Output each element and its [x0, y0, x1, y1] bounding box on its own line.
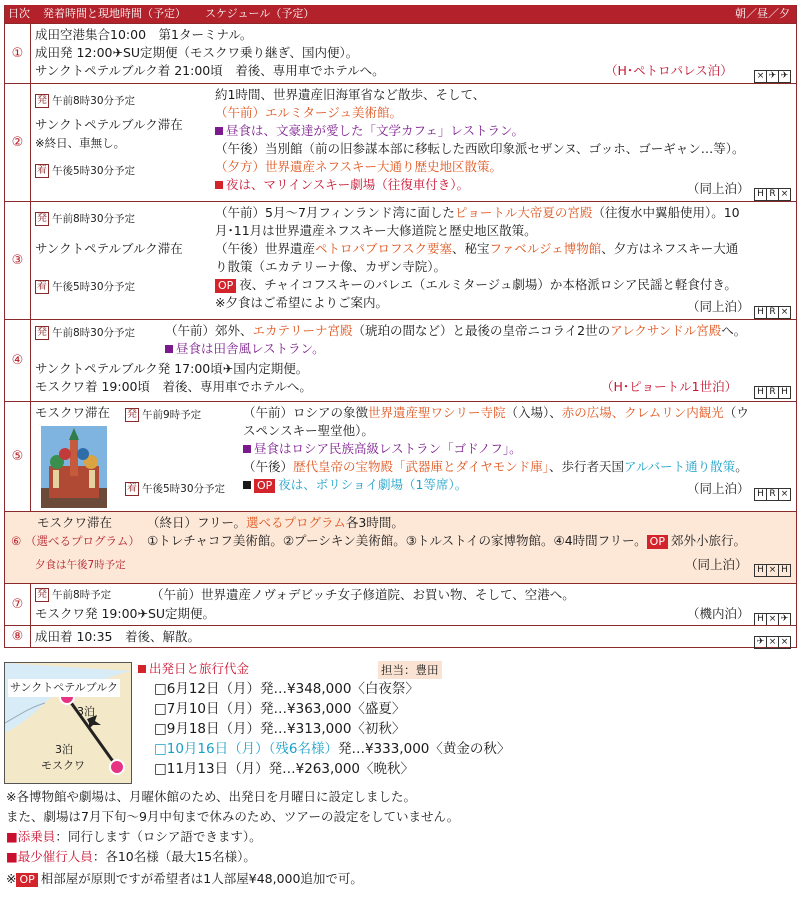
- lunch-line: 昼食は田舎風レストラン。: [165, 340, 325, 358]
- day-number: ③: [5, 202, 31, 319]
- arrival-time: 着 午後5時30分予定: [37, 165, 136, 177]
- op-badge: OP: [254, 479, 275, 493]
- day-row-5: [5, 401, 796, 511]
- op-badge: OP: [16, 873, 37, 887]
- day-row-6: [5, 511, 796, 583]
- schedule-line: 成田発 12:00✈SU定期便（モスクワ乗り継ぎ、国内便）。: [35, 45, 359, 60]
- note-line: ※ OP 相部屋が原則ですが希望者は1人部屋¥48,000追加で可。: [6, 871, 363, 886]
- hotel-label: （H･ピョートル1世泊）: [601, 379, 738, 394]
- hotel-label: （H･ペトロパレス泊）: [605, 63, 733, 78]
- dinner-time: 夕食は午後7時予定: [35, 559, 126, 571]
- schedule-line: （夕方）世界遺産ネフスキー大通り歴史地区散策。: [215, 159, 503, 174]
- hotel-label: （同上泊）: [687, 299, 750, 314]
- price-item: □9月18日（月）発…¥313,000〈初秋〉: [154, 721, 406, 737]
- schedule-line: ①トレチャコフ美術館。②プーシキン美術館。③トルストイの家博物館。④4時間フリー。 OP 郊外小旅行。: [147, 533, 746, 548]
- optional-line: OP 夜は、ボリショイ劇場（1等席）。: [243, 476, 467, 494]
- st-basil-cathedral-photo: [41, 426, 107, 508]
- schedule-line: り散策（エカテリーナ像、カザン寺院）。: [215, 259, 447, 274]
- schedule-line: （午前）郊外、エカテリーナ宮殿（琥珀の間など）と最後の皇帝ニコライ2世のアレクサンドル宮殿へ。: [165, 323, 747, 338]
- day-number: ⑧: [5, 626, 31, 647]
- day-row-8: [5, 625, 796, 647]
- schedule-line: サンクトペテルブルク着 21:00頃 着後、専用車でホテルへ。: [35, 63, 385, 78]
- day-number: ⑦: [5, 584, 31, 625]
- table-header: [5, 5, 796, 23]
- day-number: ②: [5, 84, 31, 201]
- note-line: ■添乗員：同行します（ロシア語できます）。: [6, 829, 262, 844]
- hotel-label: （機内泊）: [687, 606, 750, 621]
- day-number: ⑤: [5, 402, 31, 511]
- meal-marks: H R ×: [755, 481, 791, 501]
- departure-time: 発 午前8時30分予定: [37, 95, 136, 107]
- header-time: 発着時間と現地時間（予定）: [43, 7, 186, 20]
- departure-time: 発 午前8時予定: [37, 589, 112, 601]
- schedule-line: （午前）5月～7月フィンランド湾に面したピョートル大帝夏の宮殿（往復水中翼船使用）。10: [215, 205, 740, 220]
- departure-time: 発 午前9時予定: [127, 409, 202, 421]
- op-badge: OP: [647, 535, 668, 549]
- day-row-4: [5, 319, 796, 401]
- schedule-line: 月･11月は世界遺産ネフスキー大修道院と歴史地区散策。: [215, 223, 537, 238]
- arrival-time: 着 午後5時30分予定: [37, 281, 136, 293]
- schedule-line: 約1時間、世界遺産旧海軍省など散歩、そして、: [215, 87, 486, 102]
- evening-line: 夜は、マリインスキー劇場（往復車付き）。: [215, 176, 469, 194]
- op-badge: OP: [215, 279, 236, 293]
- schedule-line: 成田着 10:35 着後、解散。: [35, 629, 200, 644]
- map-nights-moscow: 3泊: [55, 743, 73, 756]
- city-label: サンクトペテルブルク滞在: [35, 241, 183, 256]
- day-row-7: [5, 583, 796, 625]
- schedule-line: （午前）エルミタージュ美術館。: [215, 105, 403, 120]
- price-item: □10月16日（月）（残6名様）発…¥333,000〈黄金の秋〉: [154, 741, 511, 757]
- day-row-2: [5, 83, 796, 201]
- meal-marks: H R ×: [755, 299, 791, 319]
- meal-marks: H × ✈: [755, 606, 791, 626]
- schedule-line: モスクワ発 19:00✈SU定期便。: [35, 606, 216, 621]
- hotel-label: （同上泊）: [687, 481, 750, 496]
- meal-marks: × ✈ ✈: [755, 63, 791, 83]
- lunch-line: 昼食は、文豪達が愛した「文学カフェ」レストラン。: [215, 122, 524, 140]
- price-item: □7月10日（月）発…¥363,000〈盛夏〉: [154, 701, 406, 717]
- bottom-section: [4, 660, 799, 896]
- price-item: □11月13日（月）発…¥263,000〈晩秋〉: [154, 761, 415, 777]
- day-row-3: [5, 201, 796, 319]
- day-number: ①: [5, 24, 31, 83]
- day-row-1: [5, 23, 796, 83]
- schedule-table: [4, 5, 797, 648]
- schedule-line: （午前）世界遺産ノヴォデビッチ女子修道院、お買い物、そして、空港へ。: [151, 587, 575, 602]
- price-item: □6月12日（月）発…¥348,000〈白夜祭〉: [154, 681, 419, 697]
- schedule-line: （午後）世界遺産ペトロパブロフスク要塞、秘宝ファベルジェ博物館、夕方はネフスキー大通: [215, 241, 739, 256]
- contact-label: 担当：豊田: [378, 661, 442, 679]
- price-title: 出発日と旅行代金: [138, 660, 249, 678]
- map-city-moscow: モスクワ: [41, 759, 85, 772]
- arrival-time: 着 午後5時30分予定: [127, 483, 226, 495]
- city-label: モスクワ滞在: [37, 515, 113, 530]
- meal-marks: H R H: [755, 379, 791, 399]
- schedule-line: スペンスキー聖堂他）。: [243, 423, 374, 438]
- schedule-line: （午前）ロシアの象徴世界遺産聖ワシリー寺院（入場）、赤の広場、クレムリン内観光（ウ: [243, 405, 749, 420]
- schedule-line: モスクワ着 19:00頃 着後、専用車でホテルへ。: [35, 379, 312, 394]
- note-line: ■最少催行人員：各10名様（最大15名様）。: [6, 849, 256, 864]
- city-label: モスクワ滞在: [35, 405, 111, 420]
- lunch-line: 昼食はロシア民族高級レストラン「ゴドノフ」。: [243, 440, 522, 458]
- schedule-line: ※夕食はご希望によりご案内。: [215, 295, 388, 310]
- schedule-line: （終日）フリー。選べるプログラム各3時間。: [147, 515, 404, 530]
- city-label: サンクトペテルブルク滞在: [35, 117, 183, 132]
- departure-time: 発 午前8時30分予定: [37, 327, 136, 339]
- schedule-line: （午後）歴代皇帝の宝物殿「武器庫とダイヤモンド庫」、歩行者天国アルバート通り散策。: [243, 459, 748, 474]
- departure-time: 発 午前8時30分予定: [37, 213, 136, 225]
- hotel-label: （同上泊）: [687, 181, 750, 196]
- schedule-line: （午後）当別館（前の旧参謀本部に移転した西欧印象派セザンヌ、ゴッホ、ゴーギャン…等）。: [215, 141, 745, 156]
- meal-marks: ✈ × ×: [755, 629, 791, 649]
- map-nights-spb: 3泊: [77, 705, 95, 718]
- route-map: [4, 662, 132, 784]
- note-line: また、劇場は7月下旬～9月中旬まで休みのため、ツアーの設定をしていません。: [6, 809, 460, 824]
- schedule-line: 成田空港集合10:00 第1ターミナル。: [35, 27, 253, 42]
- day-number: ④: [5, 320, 31, 401]
- header-meals: 朝／昼／夕: [735, 7, 790, 20]
- optional-line: OP 夜、チャイコフスキーのバレエ（エルミタージュ劇場）か本格派ロシア民謡と軽食付き。: [215, 276, 737, 294]
- meal-marks: H × H: [755, 557, 791, 577]
- meal-marks: H R ×: [755, 181, 791, 201]
- schedule-line: サンクトペテルブルク発 17:00頃✈国内定期便。: [35, 361, 309, 376]
- header-day: 日次: [8, 7, 30, 20]
- day-number: ⑥ （選べるプログラム）: [11, 534, 140, 548]
- note-line: ※各博物館や劇場は、月曜休館のため、出発日を月曜日に設定しました。: [6, 789, 416, 804]
- header-schedule: スケジュール（予定）: [205, 7, 315, 20]
- map-city-spb: サンクトペテルブルク: [8, 679, 120, 697]
- note: ※終日、車無し。: [35, 136, 126, 150]
- hotel-label: （同上泊）: [685, 557, 748, 572]
